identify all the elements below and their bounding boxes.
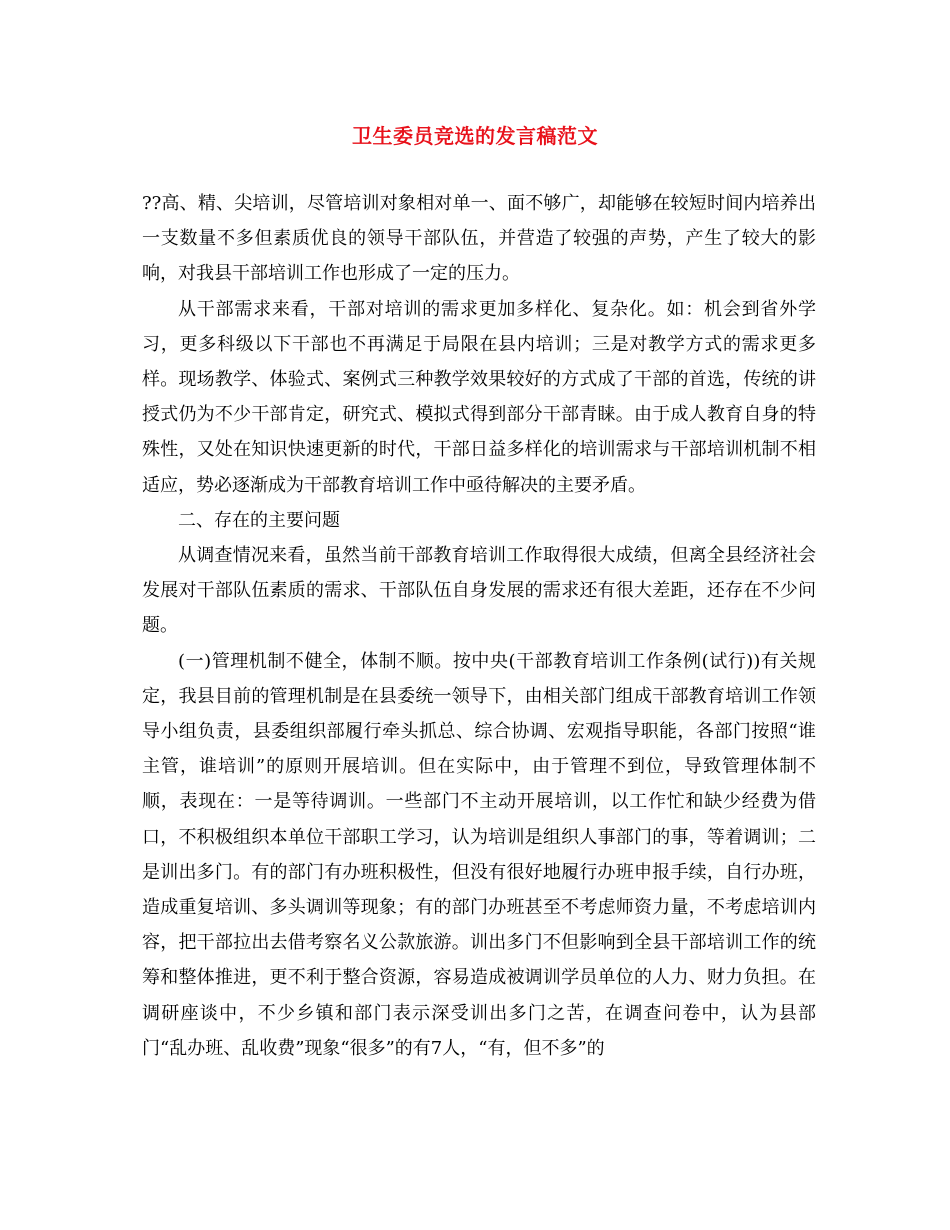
document-title: 卫生委员竞选的发言稿范文 <box>352 124 598 148</box>
section-heading-main-problems: 二、存在的主要问题 <box>178 509 340 531</box>
paragraph-management-mechanism: (一)管理机制不健全，体制不顺。按中央(干部教育培训工作条例(试行))有关规定，我县目前的管理机制是在县委统一领导下，由相关部门组成干部教育培训工作领导小组负责，县委组织部履行牵头抓总、综合协调、宏观指导职能，各部门按照“谁主管，谁培训”的原则开展培训。但在实际中，由于管理不到位，导致管理体制不顺，表现在：一是等待调训。一些部门不主动开展培训，以工作忙和缺少经费为借口，不积极组织本单位干部职工学习，认为培训是组织人事部门的事，等着调训；二是训出多门。有的部门有办班积极性，但没有很好地履行办班申报手续，自行办班，造成重复培训、多头调训等现象；有的部门办班甚至不考虑师资力量，不考虑培训内容，把干部拉出去借考察名义公款旅游。训出多门不但影响到全县干部培训工作的统筹和整体推进，更不利于整合资源，容易造成被调训学员单位的人力、财力负担。在调研座谈中，不少乡镇和部门表示深受训出多门之苦，在调查问卷中，认为县部门“乱办班、乱收费”现象“很多”的有7人，“有，但不多”的 <box>142 650 816 1059</box>
document-body <box>142 186 816 1066</box>
paragraph-survey: 从调查情况来看，虽然当前干部教育培训工作取得很大成绩，但离全县经济社会发展对干部队伍素质的需求、干部队伍自身发展的需求还有很大差距，还存在不少问题。 <box>142 545 816 637</box>
paragraph-continued: ??高、精、尖培训，尽管培训对象相对单一、面不够广，却能够在较短时间内培养出一支数量不多但素质优良的领导干部队伍，并营造了较强的声势，产生了较大的影响，对我县干部培训工作也形成了一定的压力。 <box>142 193 816 285</box>
paragraph-demand: 从干部需求来看，干部对培训的需求更加多样化、复杂化。如：机会到省外学习，更多科级以下干部也不再满足于局限在县内培训；三是对教学方式的需求更多样。现场教学、体验式、案例式三种教学效果较好的方式成了干部的首选，传统的讲授式仍为不少干部肯定，研究式、模拟式得到部分干部青睐。由于成人教育自身的特殊性，又处在知识快速更新的时代，干部日益多样化的培训需求与干部培训机制不相适应，势必逐渐成为干部教育培训工作中亟待解决的主要矛盾。 <box>142 298 816 496</box>
